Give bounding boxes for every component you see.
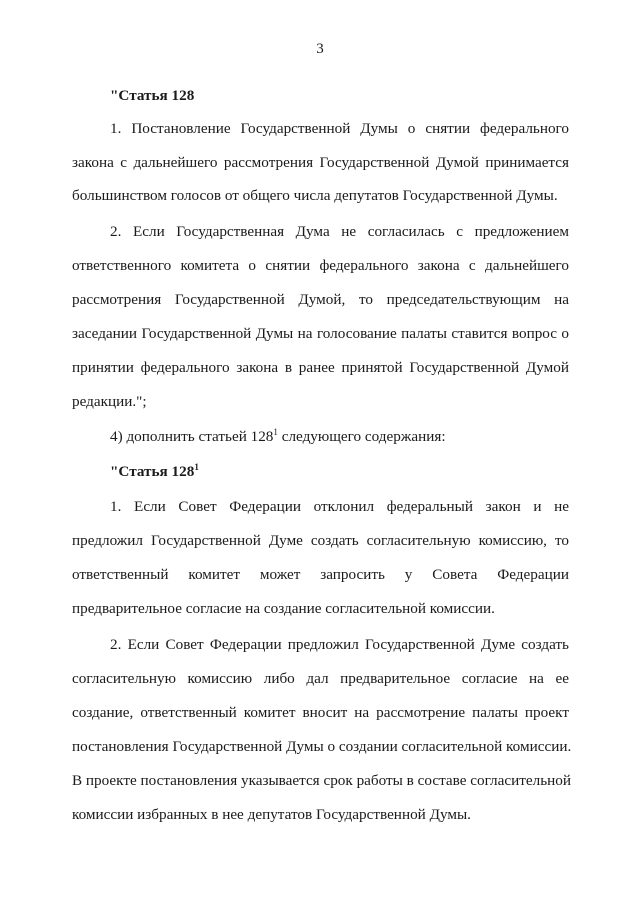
article-128-p2-line-3: рассмотрения Государственной Думой, то председательствующим на bbox=[72, 291, 569, 308]
article-128-1-p2-line-4: постановления Государственной Думы о создании согласительной комиссии. bbox=[72, 738, 572, 755]
article-128-p1-line-1: 1. Постановление Государственной Думы о снятии федерального bbox=[110, 120, 569, 137]
article-128-1-p1-line-1: 1. Если Совет Федерации отклонил федеральный закон и не bbox=[110, 498, 569, 515]
article-128-p2-line-4: заседании Государственной Думы на голосование палаты ставится вопрос о bbox=[72, 325, 569, 342]
amendment-4-line bbox=[110, 427, 569, 447]
article-128-p2-line-6: редакции."; bbox=[72, 393, 147, 410]
amendment-4-text-before: 4) дополнить статьей 128 bbox=[110, 428, 274, 445]
article-128-1-p2-line-2: согласительную комиссию либо дал предварительное согласие на ее bbox=[72, 670, 569, 687]
article-128-1-p1-line-4: предварительное согласие на создание согласительной комиссии. bbox=[72, 600, 495, 617]
amendment-4-superscript: 1 bbox=[273, 426, 278, 437]
article-128-1-heading bbox=[110, 462, 569, 482]
article-128-p2-line-2: ответственного комитета о снятии федерального закона с дальнейшего bbox=[72, 257, 569, 274]
amendment-4-text-after: следующего содержания: bbox=[277, 428, 446, 445]
article-128-p1-line-2: закона с дальнейшего рассмотрения Государственной Думой принимается bbox=[72, 154, 569, 171]
article-128-p2-line-1: 2. Если Государственная Дума не согласилась с предложением bbox=[110, 223, 569, 240]
article-128-1-p2-line-1: 2. Если Совет Федерации предложил Государственной Думе создать bbox=[110, 636, 569, 653]
article-128-1-p1-line-3: ответственный комитет может запросить у Совета Федерации bbox=[72, 566, 569, 583]
article-128-p1-line-3: большинством голосов от общего числа депутатов Государственной Думы. bbox=[72, 187, 558, 204]
article-128-heading: "Статья 128 bbox=[110, 87, 195, 104]
article-128-1-p2-line-6: комиссии избранных в нее депутатов Государственной Думы. bbox=[72, 806, 471, 823]
article-128-1-heading-text: "Статья 128 bbox=[110, 463, 195, 480]
article-128-1-heading-superscript: 1 bbox=[194, 461, 199, 472]
article-128-1-p1-line-2: предложил Государственной Думе создать согласительную комиссию, то bbox=[72, 532, 569, 549]
article-128-p2-line-5: принятии федерального закона в ранее принятой Государственной Думой bbox=[72, 359, 569, 376]
page-number: 3 bbox=[316, 41, 324, 57]
article-128-1-p2-line-3: создание, ответственный комитет вносит на рассмотрение палаты проект bbox=[72, 704, 569, 721]
article-128-1-p2-line-5: В проекте постановления указывается срок работы в составе согласительной bbox=[72, 772, 571, 789]
